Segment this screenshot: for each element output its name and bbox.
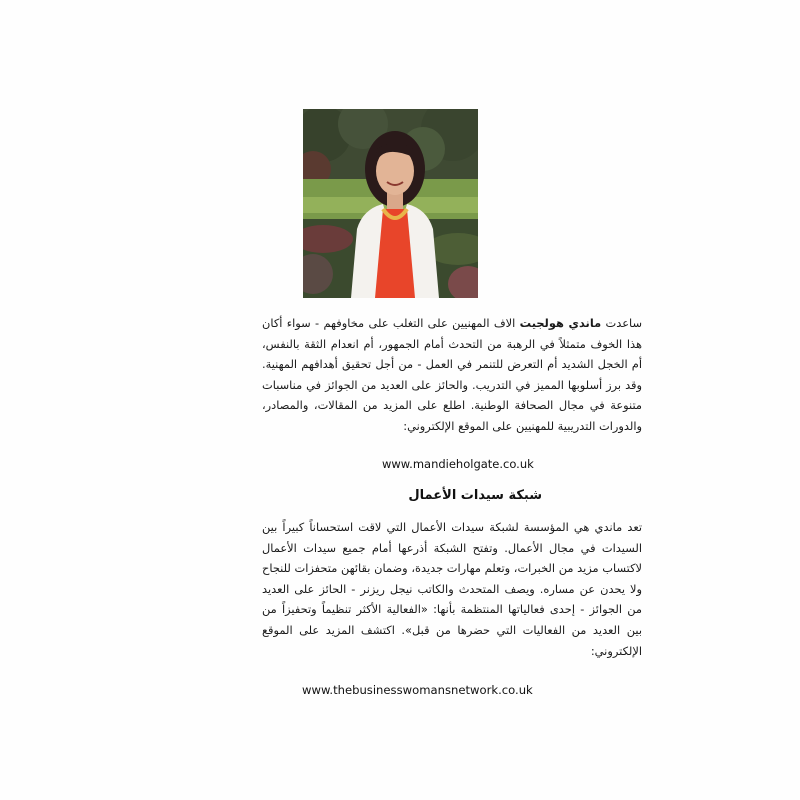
author-portrait-image [303, 109, 478, 298]
network-paragraph [262, 517, 642, 661]
network-heading: شبكة سيدات الأعمال [408, 488, 542, 503]
author-website-url[interactable]: www.mandieholgate.co.uk [382, 457, 534, 471]
author-name: ماندي هولجيت [519, 316, 602, 330]
network-website-url[interactable]: www.thebusinesswomansnetwork.co.uk [302, 683, 533, 697]
author-bio-paragraph [262, 313, 642, 437]
bio-text: الاف المهنيين على التغلب على مخاوفهم - سواء أكان هذا الخوف متمثلاً في الرهبة من التحدث أمام الجمهور، أم انعدام الثقة بالنفس، أم الخجل الشديد أم التعرض للتنمر في العمل - من أجل تحقيق أهدافهم المهنية. وقد برز أسلوبها المميز في التدريب. والحائز على العديد من الجوائز في مناسبات متنوعة في مجال الصحافة الوطنية. اطلع على المزيد من المقالات، والمصادر، والدورات التدريبية للمهنيين على الموقع الإلكتروني: [262, 316, 642, 433]
bio-lead-word: ساعدت [605, 316, 643, 330]
author-photo [303, 109, 478, 298]
network-text: تعد ماندي هي المؤسسة لشبكة سيدات الأعمال التي لاقت استحساناً كبيراً بين السيدات في مجال الأعمال. وتفتح الشبكة أذرعها أمام جميع سيدات الأعمال لاكتساب مزيد من الخبرات، وتعلم مهارات جديدة، وضمان بقائهن متحفزات للنجاح ولا يحدن عن مساره. ويصف المتحدث والكاتب نيجل ريزنر - الحائز على العديد من الجوائز - إحدى فعالياتها المنتظمة بأنها: «الفعالية الأكثر تنظيماً وتحفيزاً من بين العديد من الفعاليات التي حضرها من قبل». اكتشف المزيد على الموقع الإلكتروني: [262, 520, 642, 658]
